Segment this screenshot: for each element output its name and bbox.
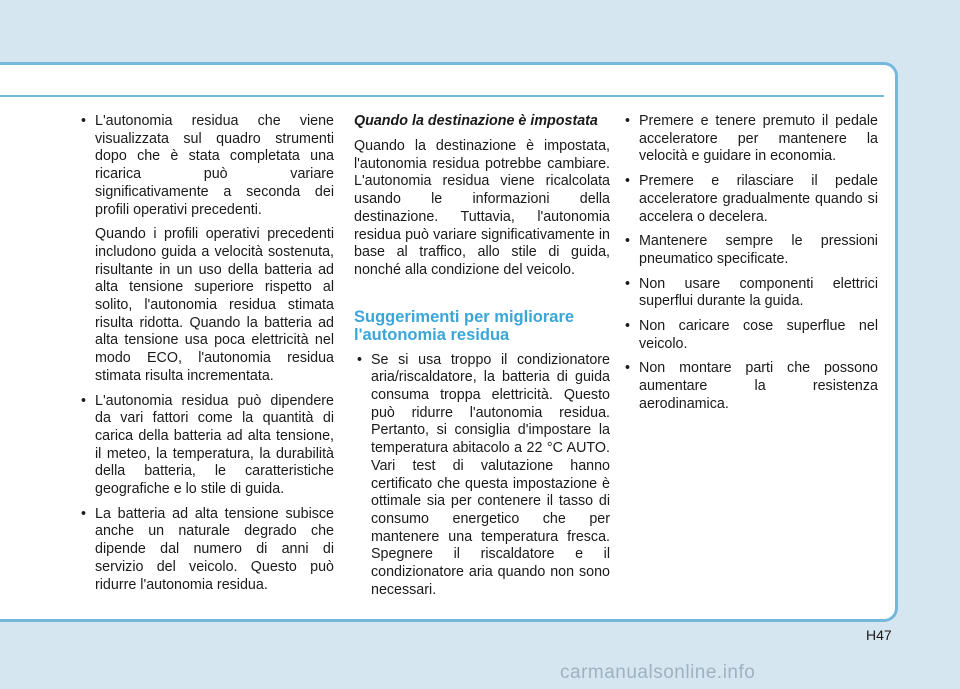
list-item: • Mantenere sempre le pressioni pneumatico specificate. [622,233,878,268]
page-panel [0,62,898,622]
list-item: • Premere e rilasciare il pedale acceleratore gradualmente quando si accelera o decelera. [622,173,878,226]
column-2 [354,113,610,606]
header-rule [0,95,884,97]
list-item: • L'autonomia residua che viene visualizzata sul quadro strumenti dopo che è stata completata una ricarica può variare significativamente a seconda dei profili operativi precedenti. [78,113,334,219]
list-item: • L'autonomia residua può dipendere da vari fattori come la quantità di carica della batteria ad alta tensione, il meteo, la temperatura, la durabilità della batteria, le caratteristiche geografiche e lo stile di guida. [78,393,334,499]
list-item: • Non usare componenti elettrici superflui durante la guida. [622,276,878,311]
column-3 [622,113,878,421]
bullet-list-1 [78,113,334,219]
list-item: • Non caricare cose superflue nel veicolo. [622,318,878,353]
list-item: • Se si usa troppo il condizionatore aria/riscaldatore, la batteria di guida consuma troppa elettricità. Questo può ridurre l'autonomia residua. Pertanto, si consiglia d'impostare la temperatura abitacolo a 22 °C AUTO. Vari test di valutazione hanno certificato che questa impostazione è ottimale sia per contenere il tasso di consumo energetico che per mantenere una temperatura fresca. Spegnere il riscaldatore e il condizionatore aria quando non sono necessari. [354,352,610,600]
destination-paragraph: Quando la destinazione è impostata, l'autonomia residua potrebbe cambiare. L'autonomia residua viene ricalcolata usando le informazioni della destinazione. Tuttavia, l'autonomia residua può variare significativamente in base al traffico, allo stile di guida, nonché alla condizione del veicolo. [354,138,610,278]
list-item: • Premere e tenere premuto il pedale acceleratore per mantenere la velocità e guidare in economia. [622,113,878,166]
watermark[interactable]: carmanualsonline.info [560,662,756,683]
bullet-list-1b [78,393,334,595]
column-1 [78,113,334,601]
indent-paragraph: Quando i profili operativi precedenti includono guida a velocità sostenuta, risultante in un uso della batteria ad alta tensione superiore rispetto al solito, l'autonomia residua stimata risulta ridotta. Quando la batteria ad alta tensione usa poca elettricità nel modo ECO, l'autonomia residua stimata risulta incrementata. [95,226,334,384]
bullet-list-2 [354,352,610,600]
list-item: • La batteria ad alta tensione subisce anche un naturale degrado che dipende dal numero di anni di servizio del veicolo. Questo può ridurre l'autonomia residua. [78,506,334,595]
subheading-destination: Quando la destinazione è impostata [354,113,598,129]
section-heading-tips: Suggerimenti per migliorare l'autonomia residua [354,307,575,344]
page-number: H47 [866,627,892,643]
bullet-list-3 [622,113,878,414]
list-item: • Non montare parti che possono aumentare la resistenza aerodinamica. [622,360,878,413]
